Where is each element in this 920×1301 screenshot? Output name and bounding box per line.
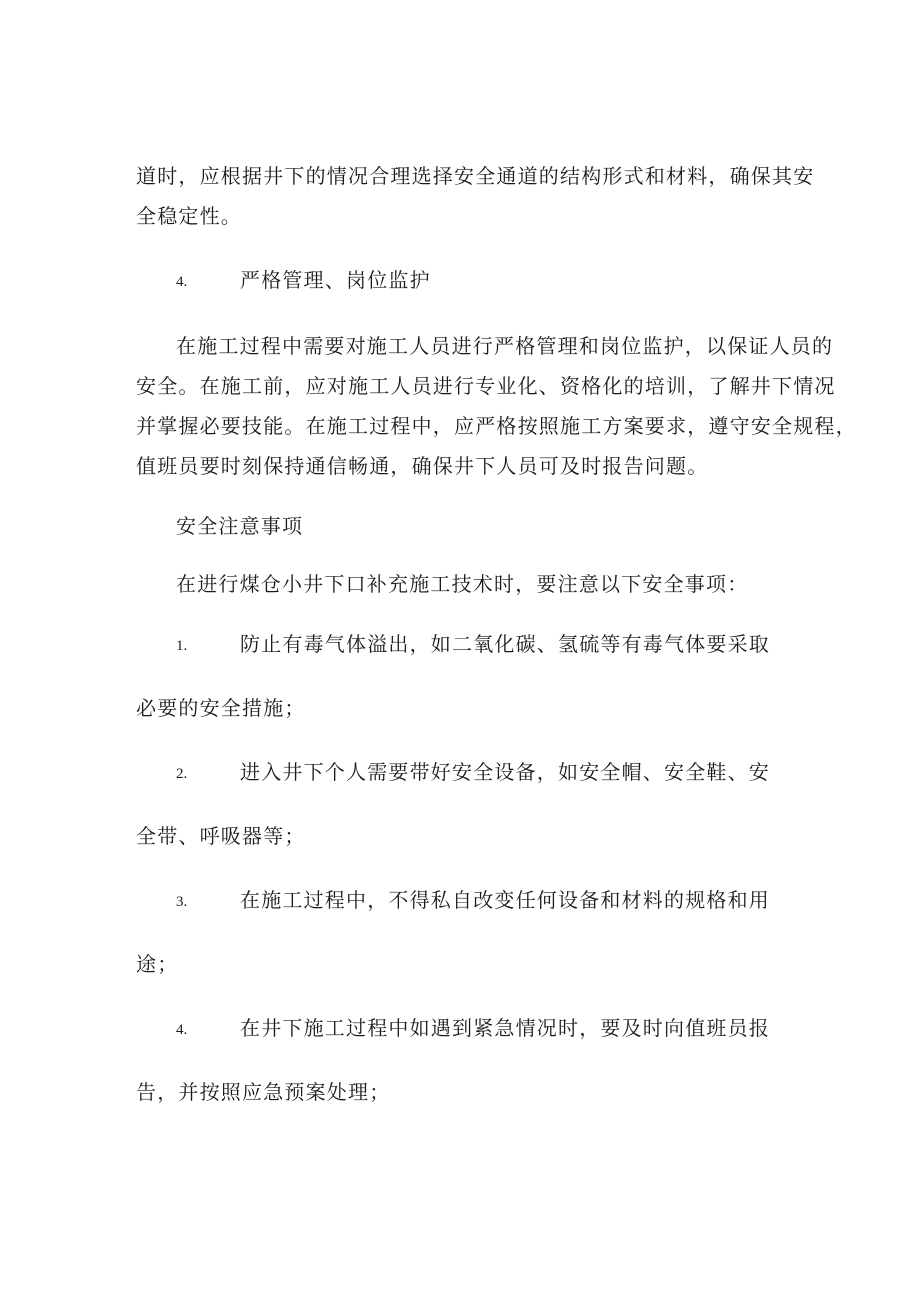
- list-item-line: 进入井下个人需要带好安全设备，如安全帽、安全鞋、安: [240, 760, 770, 784]
- paragraph-line: 在施工过程中需要对施工人员进行严格管理和岗位监护，以保证人员的: [176, 334, 834, 358]
- intro-line: 在进行煤仓小井下口补充施工技术时，要注意以下安全事项：: [176, 572, 749, 596]
- list-item-line: 在施工过程中，不得私自改变任何设备和材料的规格和用: [240, 888, 770, 912]
- paragraph-line: 安全。在施工前，应对施工人员进行专业化、资格化的培训，了解井下情况: [136, 374, 836, 398]
- item-number: 4.: [176, 274, 188, 290]
- paragraph-line: 值班员要时刻保持通信畅通，确保井下人员可及时报告问题。: [136, 454, 709, 478]
- list-item-line: 防止有毒气体溢出，如二氧化碳、氢硫等有毒气体要采取: [240, 632, 770, 656]
- list-number: 3.: [176, 894, 188, 910]
- paragraph-line: 全稳定性。: [136, 204, 242, 228]
- section-title: 严格管理、岗位监护: [240, 268, 431, 292]
- list-item-line: 必要的安全措施；: [136, 696, 306, 720]
- list-item-line: 途；: [136, 952, 179, 976]
- list-number: 4.: [176, 1022, 188, 1038]
- list-number: 2.: [176, 766, 188, 782]
- section-heading: 安全注意事项: [176, 514, 304, 538]
- list-item-line: 告，并按照应急预案处理；: [136, 1080, 391, 1104]
- list-number: 1.: [176, 638, 188, 654]
- list-item-line: 在井下施工过程中如遇到紧急情况时，要及时向值班员报: [240, 1016, 770, 1040]
- paragraph-line: 并掌握必要技能。在施工过程中，应严格按照施工方案要求，遵守安全规程，: [136, 414, 857, 438]
- paragraph-line: 道时，应根据井下的情况合理选择安全通道的结构形式和材料，确保其安: [136, 164, 815, 188]
- list-item-line: 全带、呼吸器等；: [136, 824, 306, 848]
